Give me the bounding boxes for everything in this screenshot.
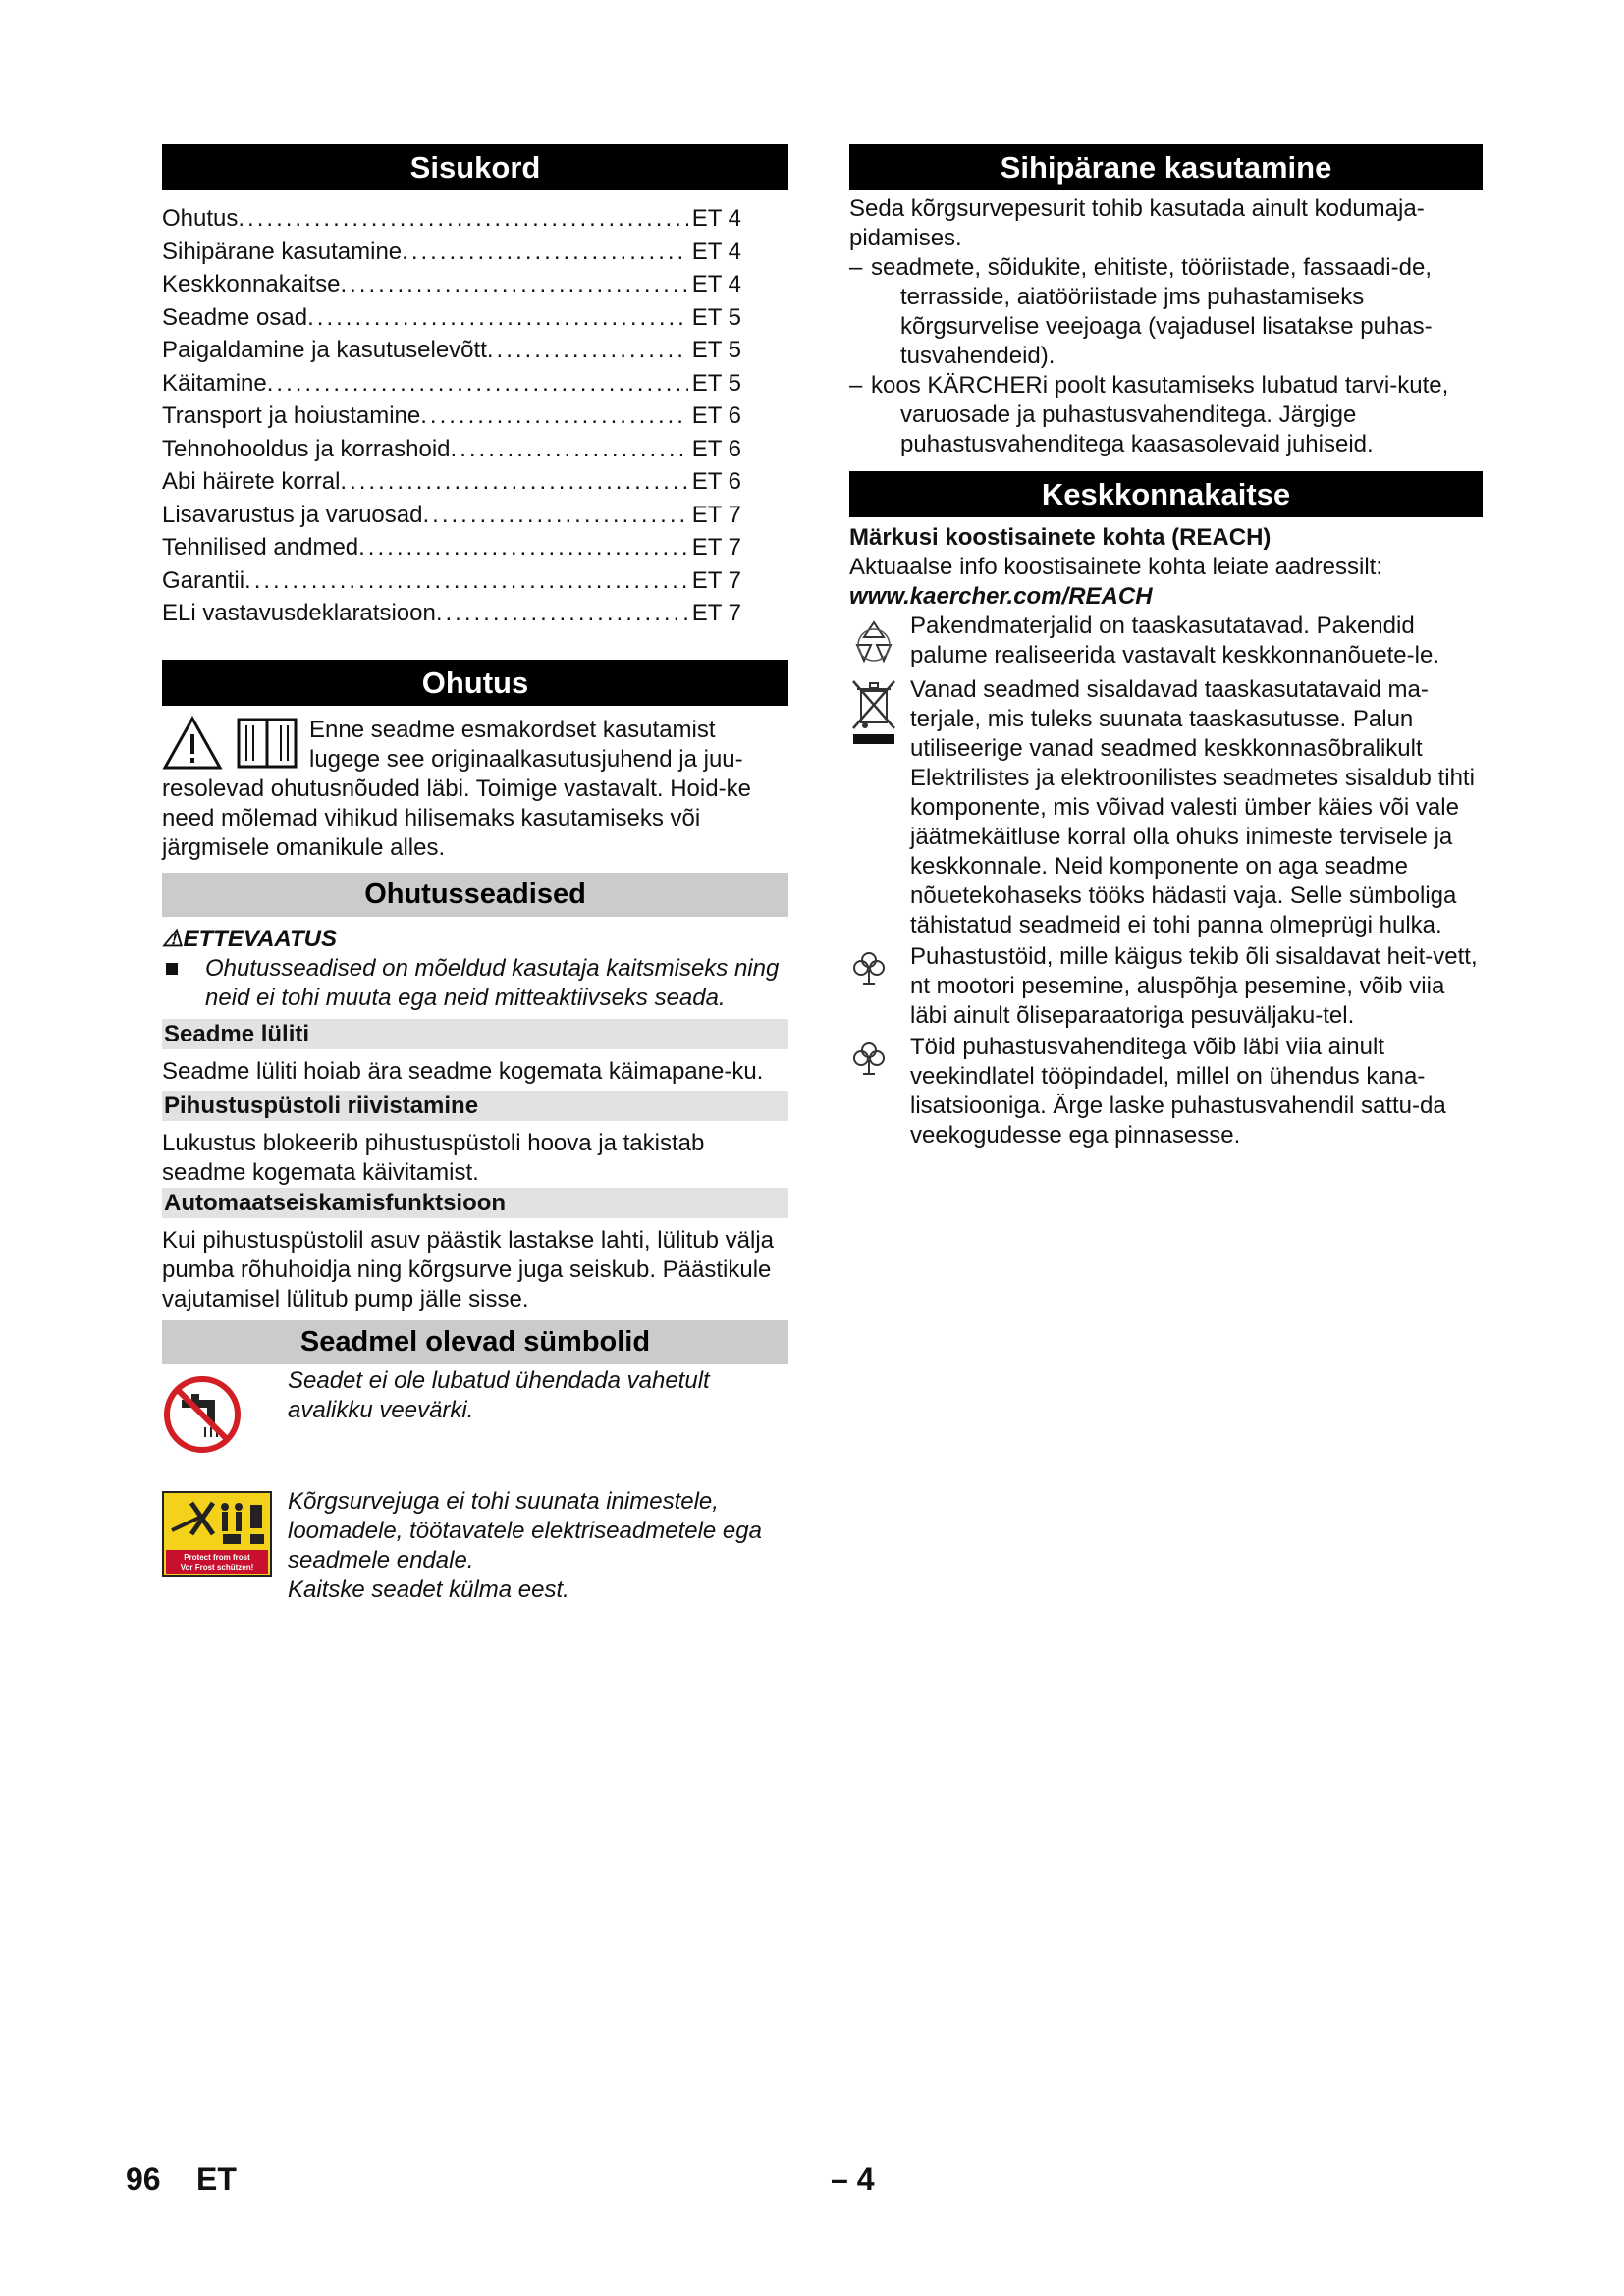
toc-entry-label: Ohutus bbox=[162, 205, 239, 232]
env-text: Vanad seadmed sisaldavad taaskasutatavaid ma-terjale, mis tuleks suunata taaskasutusse. Palun utiliseerige vanad seadmed keskkonnasõbralikult Elektrilistes ja elektroonilistes seadmetes sisaldub tihti komponente, mis võivad valesti ümber käies või vale jäätmekäitluse korral olla ohuks inimeste tervisele ja keskkonnale. Neid komponente on aga seadme nõuetekohaseks tööks hädasti vaja. Selle sümboliga tähistatud seadmeid ei tohi panna olmeprügi hulka. bbox=[910, 676, 1475, 938]
toc-entry-page: ET 4 bbox=[691, 205, 741, 232]
env-row bbox=[849, 612, 1483, 671]
symbol-text: Kõrgsurvejuga ei tohi suunata inimestele, loomadele, töötavatele elektriseadmetele ega seadmele endale. bbox=[288, 1487, 762, 1574]
toc-entry[interactable] bbox=[162, 400, 741, 433]
toc-entry-page: ET 7 bbox=[691, 534, 741, 561]
env-text: Pakendmaterjalid on taaskasutatavad. Pakendid palume realiseerida vastavalt keskkonnanõuete-le. bbox=[910, 613, 1439, 668]
toc-entry-label: Sihipärane kasutamine bbox=[162, 238, 403, 265]
no-direct-water-connection-icon bbox=[162, 1374, 243, 1455]
subheading-seadme-luliti: Seadme lüliti bbox=[162, 1019, 788, 1049]
frost-label-line: Protect from frost bbox=[184, 1552, 250, 1562]
symbolid-heading: Seadmel olevad sümbolid bbox=[162, 1320, 788, 1364]
ohutus-intro bbox=[162, 716, 788, 774]
ohutus-intro-line: lugege see originaalkasutusjuhend ja juu- bbox=[309, 745, 743, 773]
ohutus-intro-line: Enne seadme esmakordset kasutamist bbox=[309, 716, 716, 743]
toc-entry[interactable] bbox=[162, 268, 741, 301]
keskkonnakaitse-heading: Keskkonnakaitse bbox=[849, 471, 1483, 517]
toc-entry-page: ET 4 bbox=[691, 238, 741, 265]
reach-text: Aktuaalse info koostisainete kohta leiate aadressilt: bbox=[849, 554, 1382, 580]
env-row bbox=[849, 675, 1483, 940]
toc-entry-label: Garantii bbox=[162, 566, 245, 594]
manual-book-icon bbox=[235, 716, 299, 771]
frost-label-line: Vor Frost schützen! bbox=[180, 1562, 254, 1572]
toc-entry-page: ET 6 bbox=[691, 468, 741, 495]
symbol-row bbox=[162, 1487, 788, 1605]
toc-entry[interactable] bbox=[162, 367, 741, 400]
toc-entry-label: Tehnilised andmed bbox=[162, 534, 359, 561]
toc-entry[interactable] bbox=[162, 499, 741, 532]
toc-entry-page: ET 7 bbox=[691, 501, 741, 528]
sihiparane-item: koos KÄRCHERi poolt kasutamiseks lubatud tarvi-kute, varuosade ja puhastusvahenditega. Järgige puhastusvahenditega kaasasolevaid juhiseid. bbox=[871, 372, 1449, 457]
env-row bbox=[849, 942, 1483, 1031]
subheading-pihustuspustoli: Pihustuspüstoli riivistamine bbox=[162, 1091, 788, 1121]
pihustuspustoli-text: Lukustus blokeerib pihustuspüstoli hoova ja takistab seadme kogemata käivitamist. bbox=[162, 1129, 705, 1186]
sihiparane-heading: Sihipärane kasutamine bbox=[849, 144, 1483, 190]
toc-entry-page: ET 6 bbox=[691, 402, 741, 429]
toc-entry-label: Lisavarustus ja varuosad bbox=[162, 501, 423, 528]
environment-tree-icon bbox=[849, 948, 889, 988]
toc-entry[interactable] bbox=[162, 334, 741, 367]
reach-title: Märkusi koostisainete kohta (REACH) bbox=[849, 524, 1272, 551]
automaatseiskamis-text: Kui pihustuspüstolil asuv päästik lastakse lahti, lülitub välja pumba rõhuhoidja ning kõrgsurve juga seiskub. Päästikule vajutamisel lülitub pump jälle sisse. bbox=[162, 1226, 775, 1312]
toc-entry[interactable] bbox=[162, 433, 741, 466]
toc-entry[interactable] bbox=[162, 465, 741, 499]
footer-page-number: 96 bbox=[126, 2162, 161, 2197]
env-text: Töid puhastusvahenditega võib läbi viia ainult veekindlatel tööpindadel, millel on ühendus kana-lisatsiooniga. Ärge laske puhastusvahendil sattu-da veekogudesse ega pinnasesse. bbox=[910, 1034, 1446, 1148]
recycling-icon bbox=[849, 617, 898, 667]
toc-entry-page: ET 5 bbox=[691, 337, 741, 363]
subheading-automaatseiskamis: Automaatseiskamisfunktsioon bbox=[162, 1188, 788, 1218]
environment-tree-icon bbox=[849, 1039, 889, 1078]
caution-bullet bbox=[162, 954, 788, 1013]
ohutus-intro-text: resolevad ohutusnõuded läbi. Toimige vastavalt. Hoid-ke need mõlemad vihikud hilisemaks kasutamiseks või järgmisele omanikule alles. bbox=[162, 774, 751, 861]
caution-label: ⚠ETTEVAATUS bbox=[162, 925, 337, 952]
symbol-text: Seadet ei ole lubatud ühendada vahetult avalikku veevärki. bbox=[288, 1366, 710, 1423]
sihiparane-item: seadmete, sõidukite, ehitiste, tööriistade, fassaadi-de, terrasside, aiatööriistade jms puhastamiseks kõrgsurvelise veejoaga (vajadusel lisatakse puhas-tusvahendeid). bbox=[871, 254, 1433, 369]
toc-entry-page: ET 7 bbox=[691, 600, 741, 626]
seadme-luliti-text: Seadme lüliti hoiab ära seadme kogemata käimapane-ku. bbox=[162, 1057, 764, 1085]
reach-url[interactable]: www.kaercher.com/REACH bbox=[849, 583, 1153, 610]
right-column bbox=[849, 144, 1483, 1150]
toc-entry[interactable] bbox=[162, 236, 741, 269]
toc-entry-label: Tehnohooldus ja korrashoid bbox=[162, 435, 451, 462]
toc-entry-label: Käitamine bbox=[162, 369, 267, 397]
toc-entry-label: ELi vastavusdeklaratsioon bbox=[162, 600, 436, 626]
left-column bbox=[162, 144, 788, 1605]
warning-triangle-icon bbox=[162, 716, 223, 771]
ohutus-heading: Ohutus bbox=[162, 660, 788, 706]
toc-entry-page: ET 5 bbox=[691, 303, 741, 331]
toc-entry[interactable] bbox=[162, 597, 741, 630]
caution-bullet-text: Ohutusseadised on mõeldud kasutaja kaitsmiseks ning neid ei tohi muuta ega neid mitteaktiivseks seada. bbox=[205, 954, 780, 1011]
list-item: – seadmete, sõidukite, ehitiste, tööriistade, fassaadi-de, terrasside, aiatööriistade jms puhastamiseks kõrgsurvelise veejoaga (vajadusel lisatakse puhas-tusvahendeid). bbox=[849, 253, 1483, 371]
sihiparane-intro: Seda kõrgsurvepesurit tohib kasutada ainult kodumaja-pidamises. bbox=[849, 195, 1425, 251]
list-item: – koos KÄRCHERi poolt kasutamiseks lubatud tarvi-kute, varuosade ja puhastusvahenditega. Järgige puhastusvahenditega kaasasolevaid juhiseid. bbox=[849, 371, 1483, 459]
toc-entry[interactable] bbox=[162, 564, 741, 598]
toc-entry-page: ET 6 bbox=[691, 435, 741, 462]
env-text: Puhastustöid, mille käigus tekib õli sisaldavat heit-vett, nt mootori pesemine, aluspõhja pesemine, võib viia läbi ainult õliseparaatoriga pesuväljaku-tel. bbox=[910, 943, 1478, 1029]
crossed-bin-icon bbox=[849, 677, 898, 756]
symbol-text: Kaitske seadet külma eest. bbox=[288, 1575, 569, 1603]
toc-entry-label: Transport ja hoiustamine bbox=[162, 402, 421, 429]
toc-entry-page: ET 4 bbox=[691, 271, 741, 297]
toc-entry-label: Abi häirete korral bbox=[162, 468, 341, 495]
toc-heading: Sisukord bbox=[162, 144, 788, 190]
footer-section-number: – 4 bbox=[831, 2162, 875, 2197]
env-row bbox=[849, 1033, 1483, 1150]
footer-language: ET bbox=[196, 2162, 237, 2197]
ohutusseadised-heading: Ohutusseadised bbox=[162, 873, 788, 917]
no-jet-at-people-frost-icon bbox=[162, 1491, 272, 1577]
toc-entry[interactable] bbox=[162, 301, 741, 335]
bullet-square-icon bbox=[166, 963, 178, 975]
table-of-contents bbox=[162, 202, 788, 630]
symbol-row bbox=[162, 1366, 788, 1460]
toc-entry-label: Paigaldamine ja kasutuselevõtt bbox=[162, 337, 487, 363]
toc-entry-page: ET 7 bbox=[691, 566, 741, 594]
toc-entry[interactable] bbox=[162, 202, 741, 236]
toc-entry[interactable] bbox=[162, 531, 741, 564]
toc-entry-label: Keskkonnakaitse bbox=[162, 271, 341, 297]
toc-entry-page: ET 5 bbox=[691, 369, 741, 397]
toc-entry-label: Seadme osad bbox=[162, 303, 308, 331]
